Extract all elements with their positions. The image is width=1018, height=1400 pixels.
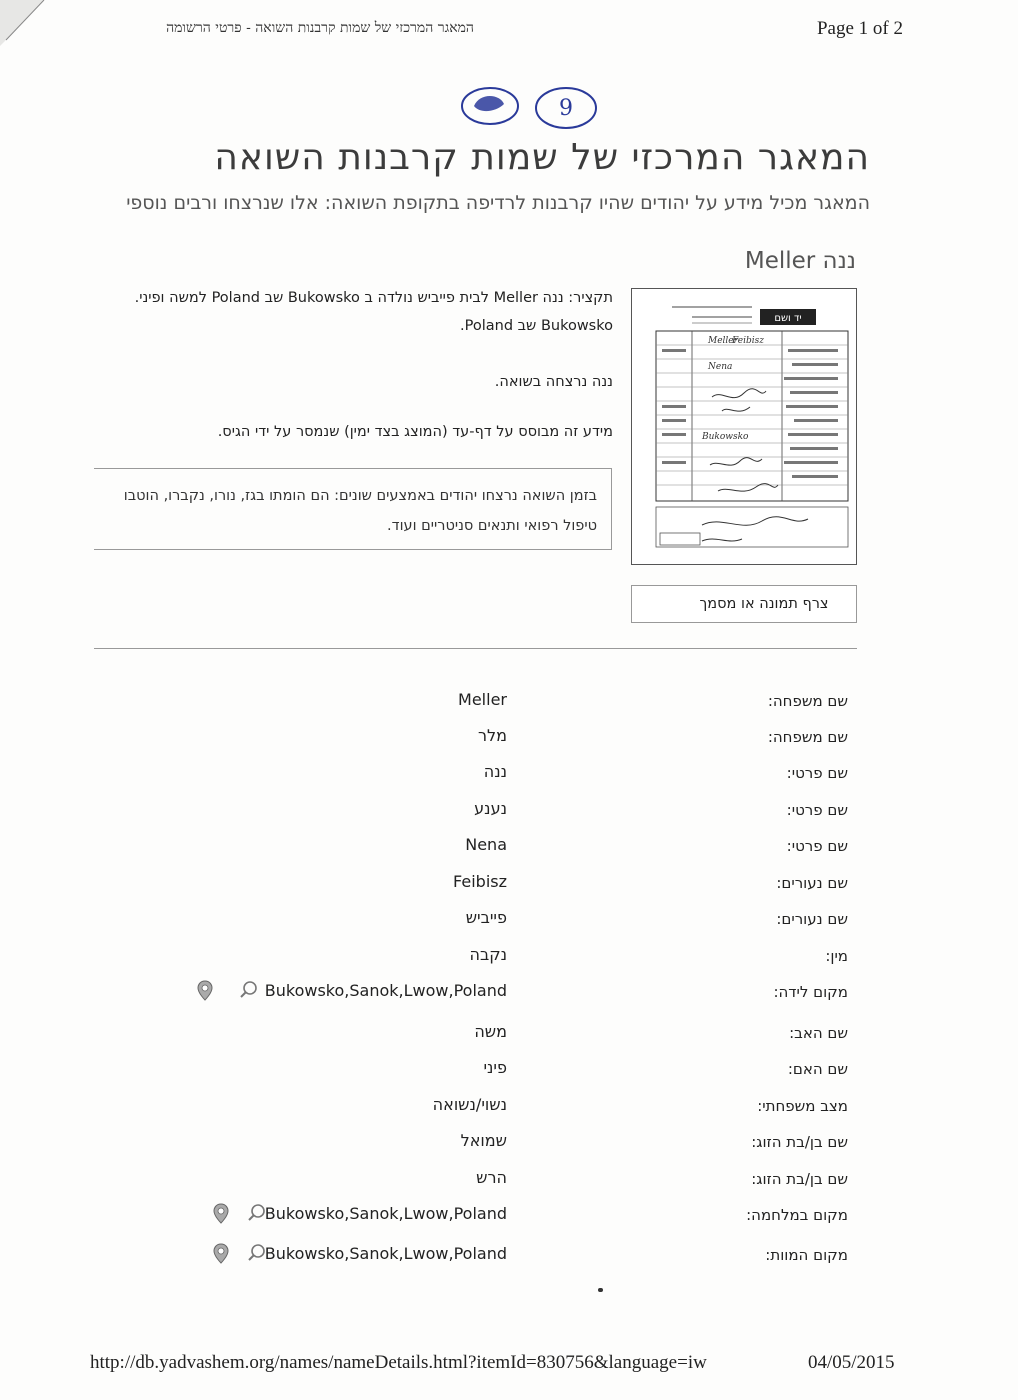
info-text-line: טיפול רפואי ותנאים סניטריים ועוד. (387, 518, 597, 534)
holocaust-info-box (94, 468, 612, 550)
detail-row (0, 1091, 1018, 1127)
detail-label: שם האם: (787, 1060, 848, 1078)
detail-value: ננה (483, 762, 507, 781)
record-summary (94, 284, 613, 440)
handwritten-number: 9 (559, 96, 573, 121)
location-actions (194, 979, 264, 1003)
source-note: מידע זה מבוסס על דף-עד (המוצג בצד ימין) שנמסר על ידי הגיס. (217, 424, 613, 440)
detail-row (0, 1018, 1018, 1054)
detail-value: Bukowsko,Sanok,Lwow,Poland (264, 981, 507, 1000)
record-name: ננה Meller (744, 248, 856, 274)
detail-value: שמואל (460, 1131, 507, 1150)
detail-row (0, 1240, 1018, 1276)
detail-row (0, 1164, 1018, 1200)
thumb-handwriting: Nena (708, 362, 733, 372)
detail-value: הרש (476, 1168, 507, 1187)
detail-label: שם האב: (789, 1024, 848, 1042)
map-pin-icon[interactable] (214, 1244, 228, 1263)
summary-text-continued: Bukowsko שב Poland. (460, 318, 613, 334)
map-pin-icon[interactable] (214, 1204, 228, 1223)
print-page-number: Page 1 of 2 (816, 18, 903, 39)
print-header-title: המאגר המרכזי של שמות קרבנות השואה - פרטי הרשומה (166, 20, 474, 36)
yad-vashem-logo-text: יד ושם (774, 313, 802, 324)
detail-value: משה (474, 1022, 507, 1041)
detail-row (0, 795, 1018, 831)
detail-row (0, 1200, 1018, 1236)
map-pin-icon[interactable] (198, 981, 212, 1000)
fate-statement: ננה נרצחה בשואה. (494, 374, 613, 390)
detail-value: פיני (483, 1058, 507, 1077)
detail-label: מצב משפחתי: (757, 1097, 848, 1115)
detail-label: שם נעורים: (776, 910, 848, 928)
detail-value: נשוי/נשואה (432, 1095, 507, 1114)
detail-row (0, 1054, 1018, 1090)
testimony-document-image (632, 289, 856, 564)
footer-date: 04/05/2015 (808, 1352, 895, 1373)
detail-label: מין: (825, 947, 848, 965)
detail-value: Bukowsko,Sanok,Lwow,Poland (264, 1204, 507, 1223)
detail-row (0, 1127, 1018, 1163)
detail-label: שם פרטי: (786, 837, 848, 855)
detail-label: שם נעורים: (776, 874, 848, 892)
detail-label: מקום במלחמה: (746, 1206, 848, 1224)
page-subtitle: המאגר מכיל מידע על יהודים שהיו קרבנות לרדיפה בתקופת השואה: אלו שנרצחו ורבים נוספי (126, 192, 870, 214)
detail-row (0, 831, 1018, 867)
info-text-line: בזמן השואה נרצחו יהודים באמצעים שונים: הם הומתו בגז, נורו, נקברו, הוטבו (123, 488, 597, 504)
detail-row (0, 941, 1018, 977)
search-icon[interactable] (249, 1245, 264, 1260)
detail-value: Nena (465, 835, 507, 854)
detail-value: Feibisz (453, 872, 507, 891)
detail-label: שם בן/בת הזוג: (751, 1133, 848, 1151)
detail-label: מקום לידה: (773, 983, 848, 1001)
detail-label: שם פרטי: (786, 764, 848, 782)
scan-corner-fold (0, 0, 60, 60)
detail-label: מקום המוות: (765, 1246, 848, 1264)
detail-label: שם משפחה: (767, 692, 848, 710)
thumb-handwriting: Bukowsko (702, 432, 749, 442)
detail-label: שם משפחה: (767, 728, 848, 746)
location-actions (210, 1242, 280, 1266)
detail-label: שם בן/בת הזוג: (751, 1170, 848, 1188)
section-divider (94, 648, 857, 649)
detail-value: פייביש (465, 908, 507, 927)
detail-label: שם פרטי: (786, 801, 848, 819)
page-title: המאגר המרכזי של שמות קרבנות השואה (214, 137, 870, 178)
detail-row (0, 904, 1018, 940)
detail-row (0, 722, 1018, 758)
search-icon[interactable] (249, 1205, 264, 1220)
detail-value: נקבה (469, 945, 507, 964)
thumb-handwriting: Feibisz (732, 336, 764, 346)
detail-value: Bukowsko,Sanok,Lwow,Poland (264, 1244, 507, 1263)
summary-text: תקציר: ננה Meller לבית פייביש נולדה ב Bukowsko שב Poland למשה ופיני. (134, 290, 613, 306)
location-actions (210, 1202, 280, 1226)
search-icon[interactable] (241, 982, 256, 997)
page-of-testimony-thumbnail[interactable] (631, 288, 857, 565)
detail-value: Meller (458, 690, 507, 709)
attach-photo-or-document-button[interactable]: צרף תמונה או מסמך (631, 585, 857, 623)
detail-row (0, 977, 1018, 1013)
detail-row (0, 868, 1018, 904)
thumb-handwriting: Meller (708, 336, 738, 346)
detail-row (0, 758, 1018, 794)
detail-row (0, 686, 1018, 722)
footer-url: http://db.yadvashem.org/names/nameDetails.html?itemId=830756&language=iw (90, 1352, 707, 1373)
scan-speck (598, 1288, 603, 1292)
detail-value: מלר (478, 726, 507, 745)
handwritten-number-annotation (452, 82, 612, 142)
detail-value: נענע (474, 799, 507, 818)
